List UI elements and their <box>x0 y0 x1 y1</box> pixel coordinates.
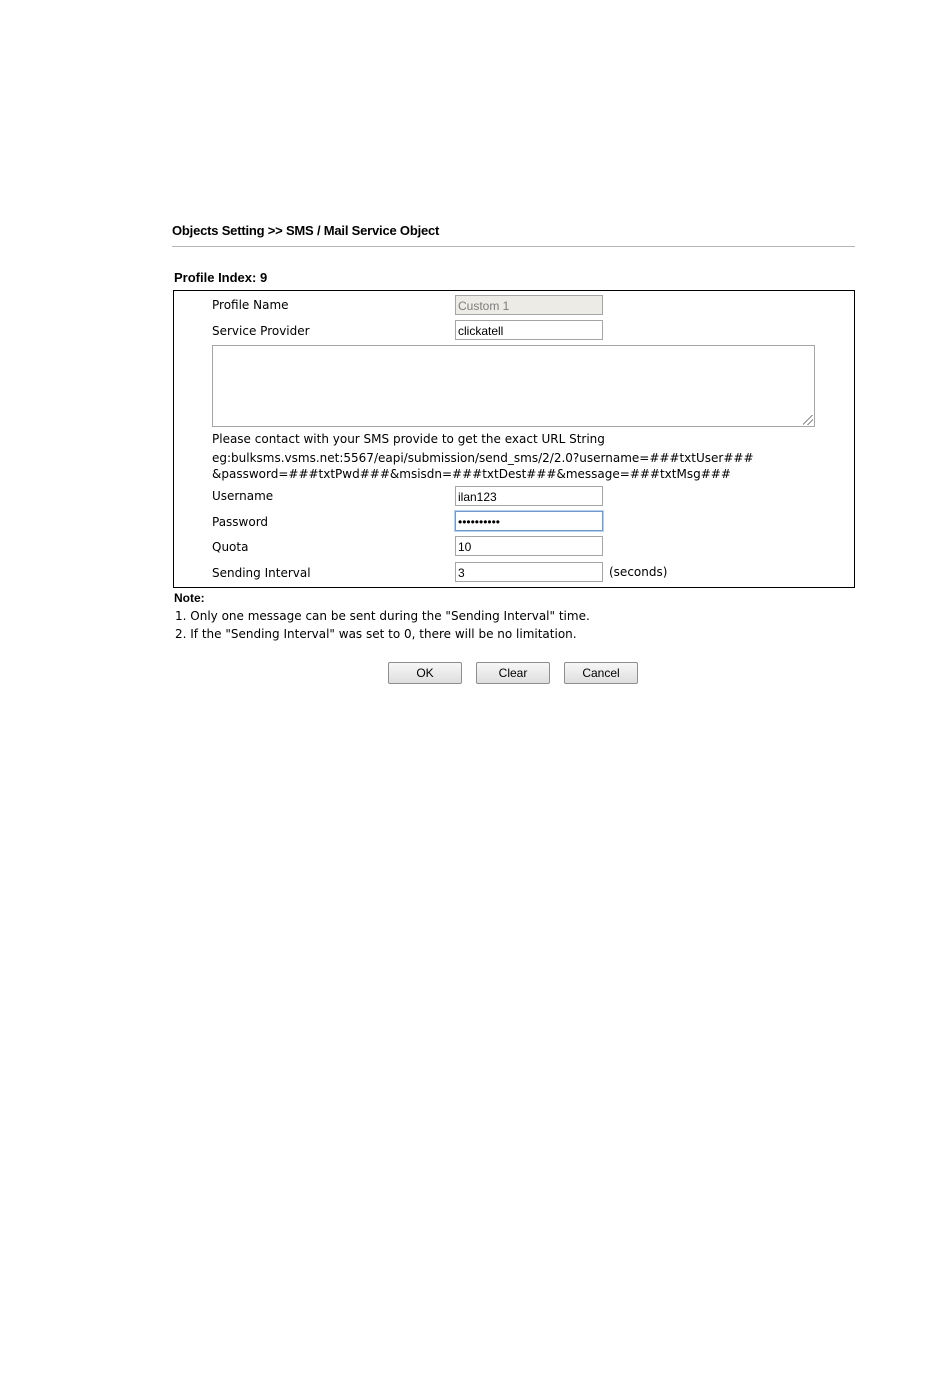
password-label: Password <box>212 515 269 529</box>
page-title: Objects Setting >> SMS / Mail Service Object <box>172 223 440 238</box>
url-string-textarea[interactable] <box>212 345 815 427</box>
sending-interval-label: Sending Interval <box>212 566 311 580</box>
username-label: Username <box>212 489 274 503</box>
service-provider-label: Service Provider <box>212 324 310 338</box>
url-example-line1: eg:bulksms.vsms.net:5567/eapi/submission/send_sms/2/2.0?username=###txtUser### <box>212 451 754 465</box>
username-input[interactable] <box>455 486 603 506</box>
quota-label: Quota <box>212 540 249 554</box>
password-input[interactable] <box>455 511 603 531</box>
ok-button[interactable]: OK <box>388 662 462 684</box>
profile-name-label: Profile Name <box>212 298 289 312</box>
quota-input[interactable] <box>455 536 603 556</box>
service-provider-input[interactable] <box>455 320 603 340</box>
url-example-line2: &password=###txtPwd###&msisdn=###txtDest###&message=###txtMsg### <box>212 467 731 481</box>
clear-button[interactable]: Clear <box>476 662 550 684</box>
cancel-button[interactable]: Cancel <box>564 662 638 684</box>
seconds-unit-label: (seconds) <box>609 565 668 579</box>
textarea-resize-grip[interactable] <box>803 415 813 425</box>
sending-interval-input[interactable] <box>455 562 603 582</box>
title-divider <box>172 246 855 247</box>
note-item: 1. Only one message can be sent during the "Sending Interval" time. <box>175 609 590 623</box>
url-hint-text: Please contact with your SMS provide to get the exact URL String <box>212 432 605 446</box>
profile-index-label: Profile Index: 9 <box>174 270 268 285</box>
profile-name-input <box>455 295 603 315</box>
note-item: 2. If the "Sending Interval" was set to 0, there will be no limitation. <box>175 627 577 641</box>
note-title: Note: <box>174 591 205 605</box>
